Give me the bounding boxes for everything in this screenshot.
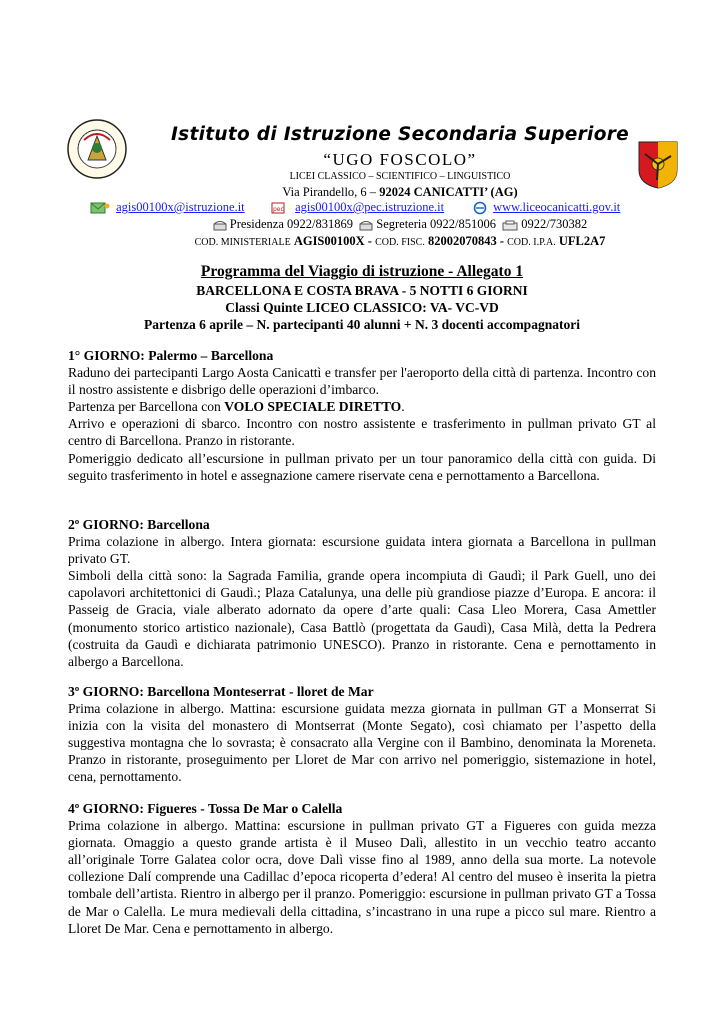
- institute-name: “UGO FOSCOLO”: [323, 150, 477, 169]
- pec-icon: [271, 202, 289, 214]
- website-contact: [473, 200, 620, 215]
- telephone-icon: [213, 220, 227, 231]
- web-browser-icon: [473, 201, 487, 215]
- presidenza-phone: Presidenza 0922/831869: [229, 217, 353, 231]
- program-destination: BARCELLONA E COSTA BRAVA - 5 NOTTI 6 GIORNI: [196, 283, 528, 298]
- address-street: Via Pirandello, 6 –: [282, 185, 377, 199]
- day-paragraph: [68, 398, 656, 415]
- phone-line: [100, 217, 700, 232]
- cod-fisc-value: 82002070843 -: [427, 234, 504, 248]
- day-paragraph: Raduno dei partecipanti Largo Aosta Canicattì e transfer per l'aeroporto della città di partenza. Incontro con il nostro assistente e disbrigo delle operazioni d’imbarco.: [68, 365, 656, 398]
- program-departure: Partenza 6 aprile – N. partecipanti 40 alunni + N. 3 docenti accompagnatori: [144, 317, 580, 332]
- cod-ipa-label: COD. I.P.A.: [507, 237, 556, 248]
- email-contact: [90, 200, 245, 215]
- email-icon: [90, 202, 110, 214]
- day-paragraph: Arrivo e operazioni di sbarco. Incontro con nostro assistente e trasferimento in pullman privato GT al centro di Barcellona. Pranzo in ristorante.: [68, 416, 656, 449]
- day-4-section: [68, 800, 656, 937]
- day-heading: 2º GIORNO: Barcellona: [68, 517, 210, 532]
- codes-line: [100, 234, 700, 249]
- day-paragraph: Pomeriggio dedicato all’escursione in pullman privato per un tour panoramico della città con guida. Di seguito trasferimento in hotel e assegnazione camere riservate cena e pernottamento a Barcellona.: [68, 450, 656, 483]
- cod-ipa-value: UFL2A7: [558, 234, 606, 248]
- day-heading: 3º GIORNO: Barcellona Monteserrat - lloret de Mar: [68, 684, 374, 699]
- address-city: 92024 CANICATTI’ (AG): [379, 185, 518, 199]
- day-heading: 1° GIORNO: Palermo – Barcellona: [68, 348, 274, 363]
- program-title: Programma del Viaggio di istruzione - Allegato 1: [200, 263, 524, 280]
- day-2-section: [68, 516, 656, 670]
- segreteria-phone: Segreteria 0922/851006: [376, 217, 497, 231]
- day-heading: 4º GIORNO: Figueres - Tossa De Mar o Calella: [68, 801, 343, 816]
- address-line: [100, 185, 700, 200]
- fax-number: 0922/730382: [521, 217, 588, 231]
- day-1-section: [68, 347, 656, 484]
- svg-text:pec: pec: [273, 206, 284, 214]
- text-run: Partenza per Barcellona con: [68, 399, 225, 415]
- day-paragraph: Prima colazione in albergo. Mattina: escursione guidata mezza giornata in pullman GT a Monserrat Si inizia con la visita del monastero di Montserrat (Monte Segato), così chiamato per l’aspetto della suggestiva montagna che lo sovrasta; è consacrato alla Vergine con il Bambino, denominata la Moreneta. Pranzo in ristorante, proseguimento per Lloret de Mar con arrivo nel pomeriggio, sistemazione in hotel, cena, pernottamento.: [68, 701, 656, 785]
- cod-min-label: COD. MINISTERIALE: [194, 237, 291, 248]
- program-classes: Classi Quinte LICEO CLASSICO: VA- VC-VD: [225, 300, 499, 315]
- website-link[interactable]: www.liceocanicatti.gov.it: [493, 200, 621, 214]
- text-run: .: [401, 399, 405, 415]
- day-3-section: [68, 683, 656, 786]
- telephone-icon: [359, 220, 373, 231]
- pec-contact: [271, 200, 444, 215]
- cod-fisc-label: COD. FISC.: [375, 237, 425, 248]
- institute-title: Istituto di Istruzione Secondaria Superiore: [171, 124, 629, 145]
- text-run-bold: VOLO SPECIALE DIRETTO: [224, 399, 402, 415]
- day-paragraph: Prima colazione in albergo. Intera giornata: escursione guidata intera giornata a Barcellona in pullman privato GT.: [68, 534, 656, 567]
- fax-icon: [502, 220, 518, 231]
- pec-link[interactable]: agis00100x@pec.istruzione.it: [295, 200, 445, 214]
- email-link[interactable]: agis00100x@istruzione.it: [116, 200, 245, 214]
- cod-min-value: AGIS00100X -: [293, 234, 372, 248]
- day-paragraph: Simboli della città sono: la Sagrada Familia, grande opera incompiuta di Gaudì; il Park Guell, uno dei capolavori architettonici di Gaudì.; Plaza Catalunya, una delle più grandiose piazze d’Europa. E ancora: il Passeig de Gracia, viale alberato adornato da opere d’arte quali: Casa Lleo Morera, Casa Amettler (monumento storico artistico nazionale), Casa Battlò (progettata da Gaudì), Casa Milà, detta la Pedrera (costruita da Gaudì e dichiarata patrimonio UNESCO). Pranzo in ristorante. Cena e pernottamento in albergo a Barcellona.: [68, 568, 656, 669]
- day-paragraph: Prima colazione in albergo. Mattina: escursione in pullman privato GT a Figueres con guida mezza giornata. Omaggio a questo grande artista è il Museo Dalì, allestito in un vecchio teatro accanto all’originale Torre Galatea color ocra, dove Dalì visse fino al 1989, anno della sua morte. La notevole collezione Dalí comprende una Cadillac d’epoca ricoperta d’edera! Al centro del museo è inserita la pietra tombale dell’artista. Rientro in albergo per il pranzo. Pomeriggio: escursione in pullman privato GT a Tossa de Mar o Calella. Le mura medievali della cittadina, s’incastrano in una rupe a picco sul mare. Rientro a Lloret De Mar. Cena e pernottamento in albergo.: [68, 818, 656, 936]
- licei-line: LICEI CLASSICO – SCIENTIFICO – LINGUISTICO: [289, 171, 511, 182]
